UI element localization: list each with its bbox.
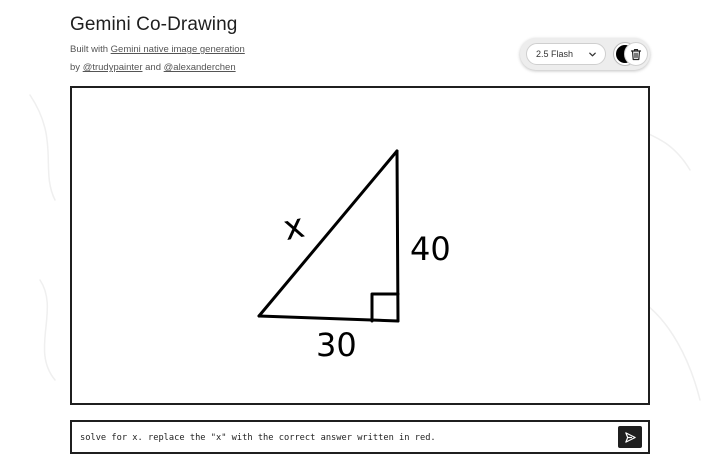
header xyxy=(70,14,245,77)
send-icon xyxy=(624,431,637,444)
right-angle-marker xyxy=(372,294,398,321)
chevron-down-icon xyxy=(588,50,597,59)
built-with-line xyxy=(70,41,245,59)
send-button[interactable] xyxy=(618,426,642,448)
label-base: 30 xyxy=(316,326,357,364)
gemini-link[interactable]: Gemini native image generation xyxy=(110,44,245,55)
clear-canvas-button[interactable] xyxy=(624,42,648,66)
sketch xyxy=(72,88,648,403)
prompt-input[interactable] xyxy=(80,428,610,448)
author-link-alexanderchen[interactable]: @alexanderchen xyxy=(163,62,236,73)
toolbar xyxy=(520,38,650,70)
credits xyxy=(70,41,245,77)
prompt-bar xyxy=(70,420,650,454)
trash-icon xyxy=(630,48,642,61)
label-hypotenuse: x xyxy=(279,205,308,250)
page-title: Gemini Co-Drawing xyxy=(70,14,238,35)
triangle-hypotenuse xyxy=(259,151,397,316)
label-vertical-side: 40 xyxy=(410,230,451,268)
drawing-canvas[interactable] xyxy=(70,86,650,405)
model-select[interactable] xyxy=(526,43,606,65)
authors-line xyxy=(70,59,245,77)
built-with-text: Built with xyxy=(70,44,111,55)
author-link-trudypainter[interactable]: @trudypainter xyxy=(82,62,143,73)
and-text: and xyxy=(142,62,164,73)
model-select-value: 2.5 Flash xyxy=(536,49,574,59)
triangle-base xyxy=(259,316,398,321)
by-text: by xyxy=(70,62,83,73)
